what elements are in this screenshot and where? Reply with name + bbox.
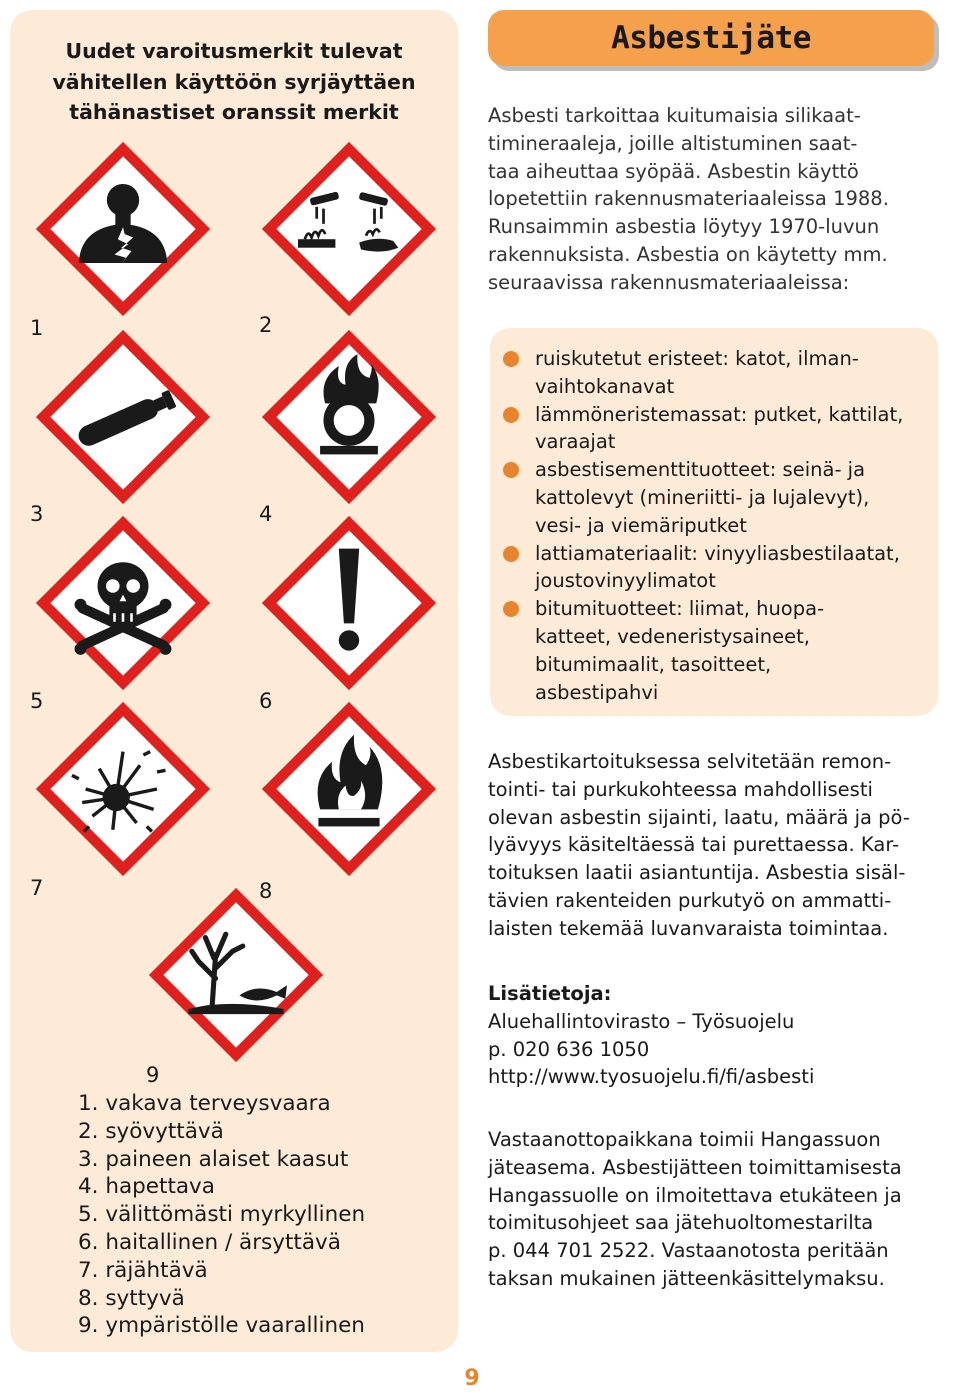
list-item-line: ruiskutetut eristeet: katot, ilman- [535,347,859,370]
oxidising-icon [264,332,434,502]
list-item-line: lämmöneristemassat: putket, kattilat, [535,402,904,426]
pictogram-number: 5 [30,689,44,713]
pictogram-number: 3 [30,502,44,526]
more-info-phone: p. 020 636 1050 [488,1037,650,1061]
legend-item: 9. ympäristölle vaarallinen [78,1313,365,1339]
legend-item: 5. välittömästi myrkyllinen [78,1202,366,1228]
pictogram-number: 4 [259,502,273,526]
list-item [535,540,935,596]
list-item-line: varaajat [535,430,616,454]
more-info-url[interactable]: http://www.tyosuojelu.fi/fi/asbesti [488,1065,815,1089]
bullet-dot-icon [503,546,519,562]
text-line: tävien rakenteiden purkutyö on ammatti- [488,888,892,912]
text-line: lopetettiin rakennusmateriaaleissa 1988. [488,187,889,211]
pictogram-number: 9 [146,1063,160,1087]
text-line: Vastaanottopaikkana toimii Hangassuon [488,1128,881,1151]
pictogram-panel [10,10,458,1352]
text-line: taksan mukainen jätteenkäsittelymaksu. [488,1266,885,1290]
list-item-line: lattiamateriaalit: vinyyliasbestilaatat, [535,541,900,565]
reception-paragraph [488,1126,938,1293]
bullet-dot-icon [503,407,519,423]
bullet-dot-icon [503,351,519,367]
text-line: Asbestikartoituksessa selvitetään remon- [488,750,892,773]
list-item-line: joustovinyylimatot [535,569,716,593]
legend-item: 2. syövyttävä [78,1118,224,1144]
explosive-icon [38,704,208,874]
text-line: p. 044 701 2522. Vastaanotosta peritään [488,1239,889,1263]
list-item-line: vesi- ja viemäriputket [535,513,747,537]
bullet-dot-icon [503,601,519,617]
list-item [535,345,935,401]
pictogram-number: 1 [30,316,44,340]
list-item-line: asbestisementtituotteet: seinä- ja [535,458,866,482]
panel-title [10,36,458,128]
intro-paragraph [488,102,938,297]
legend-item: 3. paineen alaiset kaasut [78,1146,349,1172]
text-line: toituksen laatii asiantuntija. Asbestia sisäl- [488,861,906,885]
list-item [535,456,935,539]
survey-paragraph [488,748,938,943]
skull-crossbones-icon [38,518,208,688]
text-line: laisten tekemää luvanvaraista toimintaa. [488,916,889,940]
legend-item: 6. haitallinen / ärsyttävä [78,1229,341,1255]
text-line: lyävyys käsiteltäessä tai purettaessa. Kar- [488,833,900,857]
text-line: rakennuksista. Asbestia on käytetty mm. [488,242,888,266]
panel-title-line: Uudet varoitusmerkit tulevat [65,39,403,63]
title-banner [488,10,934,66]
list-item-line: katteet, vedeneristysaineet, [535,624,810,648]
more-info [488,980,938,1091]
corrosive-icon [264,144,434,314]
page-number: 9 [464,1366,480,1391]
list-item [535,595,935,706]
page-title: Asbestijäte [611,20,811,56]
text-line: olevan asbestin sijainti, laatu, määrä ja pö- [488,805,910,829]
panel-title-line: tähänastiset oranssit merkit [69,100,399,124]
legend-item: 7. räjähtävä [78,1257,208,1283]
gas-cylinder-icon [38,332,208,502]
pictogram-number: 8 [259,879,273,903]
text-line: Asbesti tarkoittaa kuitumaisia silikaat- [488,104,861,127]
legend-item: 1. vakava terveysvaara [78,1091,331,1116]
more-info-label: Lisätietoja: [488,982,612,1005]
text-line: Hangassuolle on ilmoitettava etukäteen ja [488,1183,902,1207]
flame-icon [264,704,434,874]
legend-item: 4. hapettava [78,1174,215,1200]
pictogram-number: 2 [259,313,273,337]
text-line: seuraavissa rakennusmateriaaleissa: [488,270,850,294]
list-item-line: asbestipahvi [535,680,659,704]
legend-item: 8. syttyvä [78,1285,185,1311]
exclamation-mark-icon [264,518,434,688]
text-line: toimitusohjeet saa jätehuoltomestarilta [488,1211,874,1235]
panel-title-line: vähitellen käyttöön syrjäyttäen [52,69,416,94]
text-line: tointi- tai purkukohteessa mahdollisesti [488,777,873,801]
text-line: timineraaleja, joille altistuminen saat- [488,131,858,155]
materials-box [490,328,938,716]
pictogram-number: 7 [30,876,44,900]
health-hazard-icon [38,144,208,314]
pictogram-number: 6 [259,689,273,713]
list-item-line: bitumituotteet: liimat, huopa- [535,597,825,621]
text-line: taa aiheuttaa syöpää. Asbestin käyttö [488,159,859,183]
list-item-line: bitumimaalit, tasoitteet, [535,652,772,676]
list-item [535,401,935,457]
text-line: Runsaimmin asbestia löytyy 1970-luvun [488,215,880,239]
environment-hazard-icon [151,890,321,1060]
pictogram-legend [78,1090,365,1340]
list-item-line: vaihtokanavat [535,374,675,398]
text-line: jäteasema. Asbestijätteen toimittamisesta [488,1155,902,1179]
list-item-line: kattolevyt (mineriitti- ja lujalevyt), [535,485,870,509]
bullet-dot-icon [503,462,519,478]
more-info-org: Aluehallintovirasto – Työsuojelu [488,1009,795,1033]
materials-list [535,345,935,706]
